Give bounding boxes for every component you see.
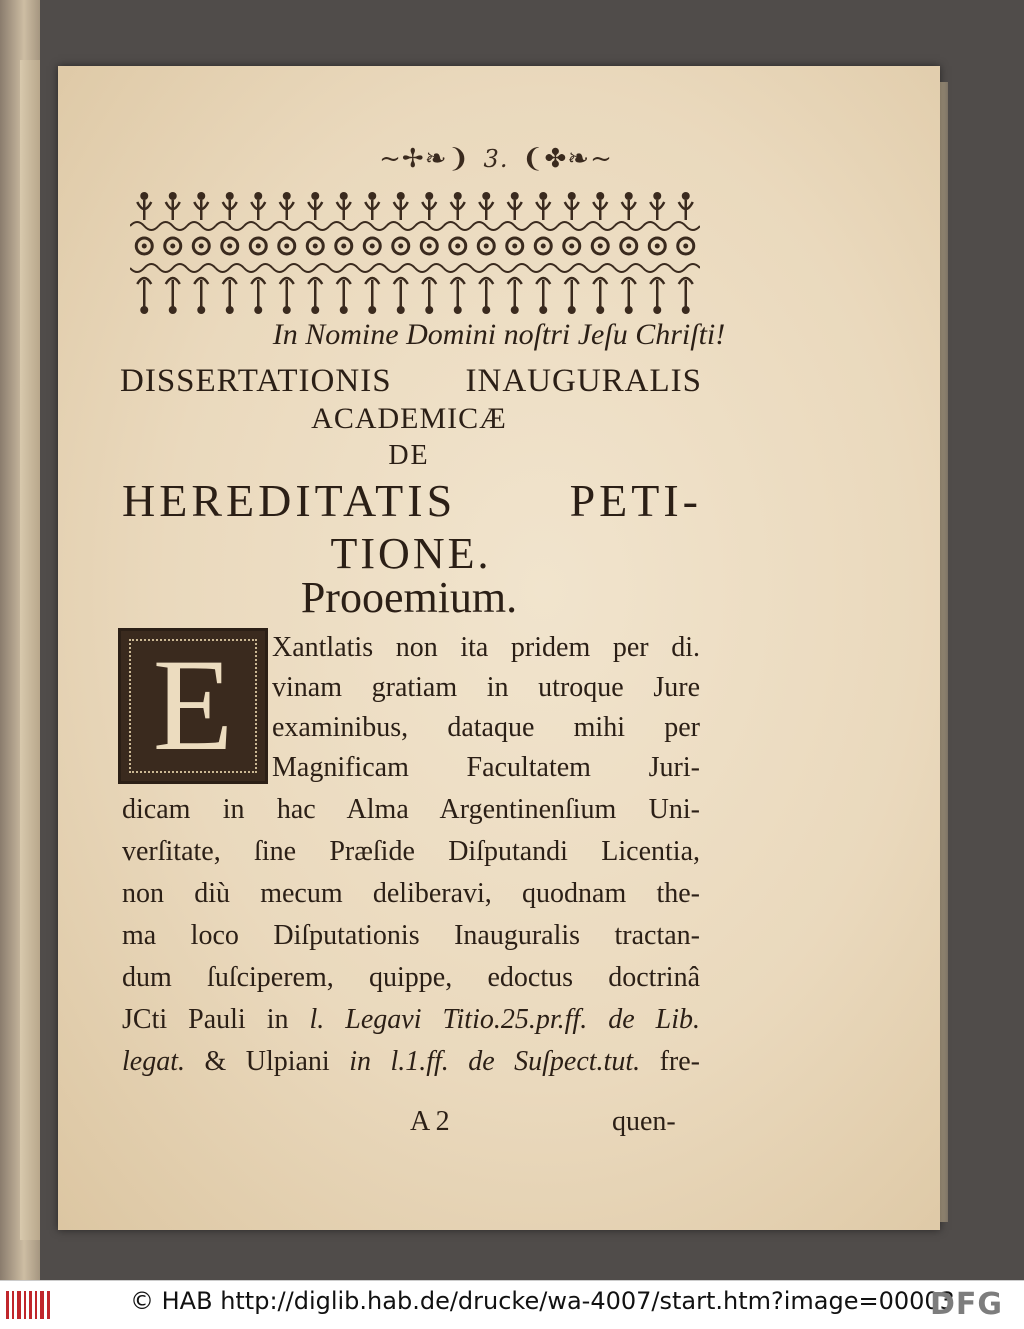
title-line-1: DISSERTATIONIS INAUGURALIS bbox=[120, 363, 702, 399]
text-line: Xantlatis non ita pridem per di. bbox=[272, 632, 700, 663]
text-line bbox=[122, 1046, 700, 1078]
text-line: Magnificam Facultatem Juri- bbox=[272, 752, 700, 783]
viewer-footer bbox=[0, 1280, 1024, 1329]
text-line: dum ſuſciperem, quippe, edoctus doctrinâ bbox=[122, 962, 700, 993]
adjacent-page-edge bbox=[0, 0, 40, 1280]
text-span: & Ulpiani bbox=[185, 1046, 350, 1077]
main-title-line-2: TIONE. bbox=[330, 529, 492, 578]
citation: legat. bbox=[122, 1046, 185, 1077]
running-head bbox=[336, 144, 656, 174]
catchword: quen- bbox=[612, 1106, 676, 1137]
signature-mark: A 2 bbox=[410, 1106, 450, 1137]
text-span: JCti Pauli in bbox=[122, 1004, 310, 1035]
text-line: vinam gratiam in utroque Jure bbox=[272, 672, 700, 703]
section-heading: Prooemium. bbox=[300, 573, 518, 622]
text-line bbox=[122, 1004, 700, 1036]
text-line: verſitate, ſine Præſide Diſputandi Licentia, bbox=[122, 836, 700, 867]
copyright-link[interactable]: © HAB http://diglib.hab.de/drucke/wa-4007/start.htm?image=00003 bbox=[130, 1287, 955, 1315]
initial-letter: E bbox=[152, 631, 234, 778]
main-title-line-1: HEREDITATIS PETI- bbox=[122, 475, 702, 526]
decorated-initial bbox=[118, 628, 268, 784]
page-number: 3. bbox=[483, 145, 509, 173]
text-span: fre- bbox=[640, 1046, 700, 1077]
title-de: DE bbox=[388, 440, 430, 471]
document-page bbox=[58, 66, 940, 1230]
text-line: non diù mecum deliberavi, quodnam the- bbox=[122, 878, 700, 909]
barcode-icon bbox=[6, 1291, 50, 1319]
citation: in l.1.ff. de Suſpect.tut. bbox=[349, 1046, 641, 1077]
text-line: ma loco Diſputationis Inauguralis tractan- bbox=[122, 920, 700, 951]
text-line: dicam in hac Alma Argentinenſium Uni- bbox=[122, 794, 700, 825]
dfg-logo: DFG bbox=[930, 1287, 1004, 1322]
title-line-2: ACADEMICÆ bbox=[311, 402, 507, 435]
ornament-left: ~✢❧❩ bbox=[379, 144, 471, 174]
invocation-line: In Nomine Domini noſtri Jeſu Chriſti! bbox=[272, 318, 726, 351]
headpiece-ornament-band bbox=[130, 184, 700, 316]
text-line: examinibus, dataque mihi per bbox=[272, 712, 700, 743]
ornament-right: ❨✤❧~ bbox=[521, 144, 613, 174]
citation: l. Legavi Titio.25.pr.ff. de Lib. bbox=[309, 1004, 701, 1035]
